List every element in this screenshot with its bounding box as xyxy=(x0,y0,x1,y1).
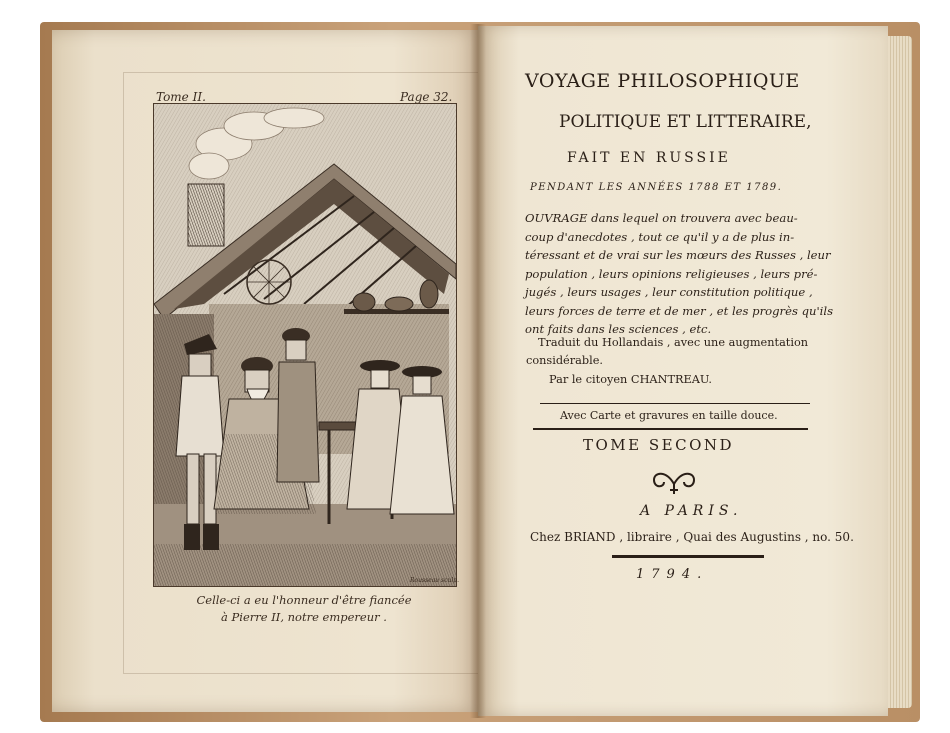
author-line: Par le citoyen CHANTREAU. xyxy=(549,373,712,386)
book-gutter xyxy=(470,24,486,718)
illustrations-note: Avec Carte et gravures en taille douce. xyxy=(560,409,778,422)
city-label: A PARIS. xyxy=(640,503,743,519)
plate-volume-label: Tome II. xyxy=(156,90,206,104)
description-line: ont faits dans les sciences , etc. xyxy=(525,322,712,336)
publisher-rule xyxy=(612,555,764,558)
engraver-signature: Rousseau sculp. xyxy=(410,577,460,584)
title-line-4: PENDANT LES ANNÉES 1788 ET 1789. xyxy=(530,182,783,193)
volume-label: TOME SECOND xyxy=(583,436,735,454)
plate-page-label: Page 32. xyxy=(400,90,453,104)
publication-year: 1794. xyxy=(636,567,709,582)
frontispiece-engraving xyxy=(153,103,460,587)
description-paragraph xyxy=(525,209,834,339)
rule-bottom xyxy=(533,428,808,430)
description-line: coup d'anecdotes , tout ce qu'il y a de plus in- xyxy=(525,229,795,244)
translation-line-2: considérable. xyxy=(526,354,603,367)
description-line: OUVRAGE dans lequel on trouvera avec beau- xyxy=(525,211,798,225)
plate-caption xyxy=(153,592,455,626)
description-line: population , leurs opinions religieuses , leurs pré- xyxy=(525,266,818,281)
title-line-2: POLITIQUE ET LITTERAIRE, xyxy=(559,112,812,132)
rule-top xyxy=(540,403,810,404)
description-line: jugés , leurs usages , leur constitution politique , xyxy=(525,285,813,299)
description-line: téressant et de vrai sur les mœurs des Russes , leur xyxy=(525,248,831,262)
title-line-3: FAIT EN RUSSIE xyxy=(567,150,731,166)
translation-line-1: Traduit du Hollandais , avec une augmentation xyxy=(538,336,809,349)
page-edges xyxy=(888,36,912,708)
title-line-1: VOYAGE PHILOSOPHIQUE xyxy=(525,70,800,92)
description-line: leurs forces de terre et de mer , et les progrès qu'ils xyxy=(525,303,834,318)
caption-line-2: à Pierre II, notre empereur . xyxy=(221,610,387,624)
publisher-line: Chez BRIAND , libraire , Quai des Augustins , no. 50. xyxy=(530,530,854,544)
caption-line-1: Celle-ci a eu l'honneur d'être fiancée xyxy=(196,593,412,607)
ornament-icon xyxy=(648,466,700,496)
